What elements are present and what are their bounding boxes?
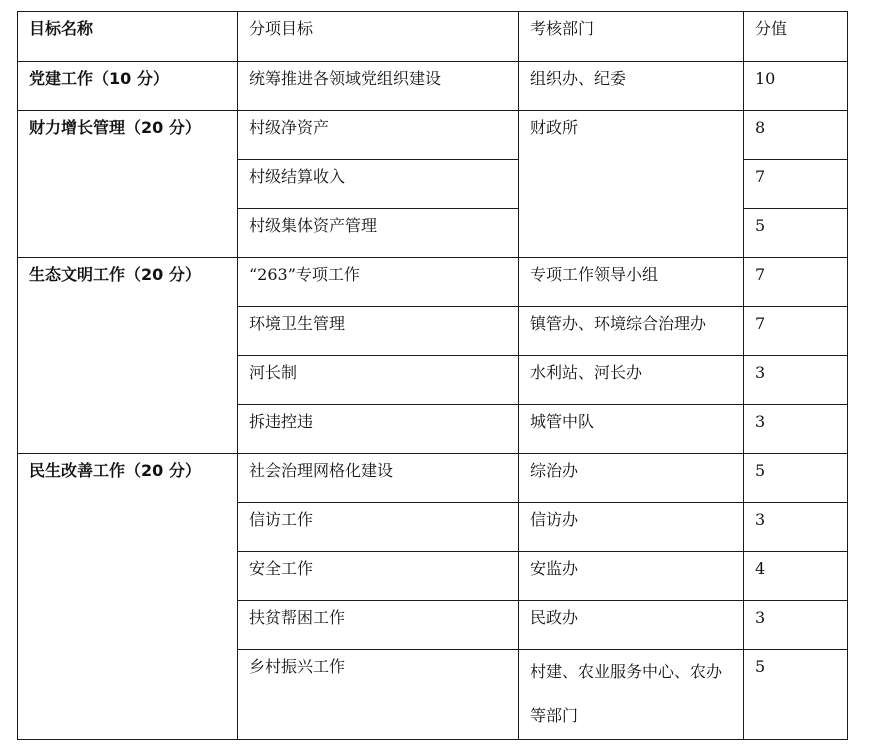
item-cell: 扶贫帮困工作 bbox=[238, 601, 519, 650]
score-cell: 3 bbox=[744, 601, 848, 650]
score-cell: 10 bbox=[744, 62, 848, 111]
dept-cell: 镇管办、环境综合治理办 bbox=[519, 307, 744, 356]
item-cell: 信访工作 bbox=[238, 503, 519, 552]
table-row bbox=[18, 62, 848, 111]
score-cell: 8 bbox=[744, 111, 848, 160]
item-cell: 拆违控违 bbox=[238, 405, 519, 454]
item-cell: 河长制 bbox=[238, 356, 519, 405]
assessment-table-container bbox=[17, 11, 848, 740]
score-cell: 3 bbox=[744, 405, 848, 454]
dept-cell: 信访办 bbox=[519, 503, 744, 552]
score-cell: 4 bbox=[744, 552, 848, 601]
dept-cell: 水利站、河长办 bbox=[519, 356, 744, 405]
dept-cell: 专项工作领导小组 bbox=[519, 258, 744, 307]
item-cell: 乡村振兴工作 bbox=[238, 650, 519, 740]
item-cell: 环境卫生管理 bbox=[238, 307, 519, 356]
dept-cell: 民政办 bbox=[519, 601, 744, 650]
score-cell: 7 bbox=[744, 307, 848, 356]
score-cell: 3 bbox=[744, 356, 848, 405]
header-assessment-dept: 考核部门 bbox=[519, 12, 744, 62]
item-cell: 安全工作 bbox=[238, 552, 519, 601]
score-cell: 5 bbox=[744, 209, 848, 258]
item-cell: “263”专项工作 bbox=[238, 258, 519, 307]
score-cell: 5 bbox=[744, 454, 848, 503]
dept-cell: 村建、农业服务中心、农办等部门 bbox=[519, 650, 744, 740]
score-cell: 7 bbox=[744, 258, 848, 307]
item-cell: 统筹推进各领域党组织建设 bbox=[238, 62, 519, 111]
item-cell: 社会治理网格化建设 bbox=[238, 454, 519, 503]
item-cell: 村级净资产 bbox=[238, 111, 519, 160]
table-row bbox=[18, 454, 848, 503]
dept-cell: 安监办 bbox=[519, 552, 744, 601]
score-cell: 3 bbox=[744, 503, 848, 552]
table-row bbox=[18, 111, 848, 160]
header-score: 分值 bbox=[744, 12, 848, 62]
score-cell: 7 bbox=[744, 160, 848, 209]
assessment-table bbox=[17, 11, 848, 740]
header-goal-name: 目标名称 bbox=[18, 12, 238, 62]
item-cell: 村级结算收入 bbox=[238, 160, 519, 209]
goal-cell: 生态文明工作（20 分） bbox=[18, 258, 238, 454]
goal-cell: 党建工作（10 分） bbox=[18, 62, 238, 111]
table-header-row bbox=[18, 12, 848, 62]
item-cell: 村级集体资产管理 bbox=[238, 209, 519, 258]
goal-cell: 民生改善工作（20 分） bbox=[18, 454, 238, 740]
dept-cell: 综治办 bbox=[519, 454, 744, 503]
dept-cell: 城管中队 bbox=[519, 405, 744, 454]
goal-cell: 财力增长管理（20 分） bbox=[18, 111, 238, 258]
table-row bbox=[18, 258, 848, 307]
dept-cell: 组织办、纪委 bbox=[519, 62, 744, 111]
header-sub-target: 分项目标 bbox=[238, 12, 519, 62]
score-cell: 5 bbox=[744, 650, 848, 740]
dept-cell: 财政所 bbox=[519, 111, 744, 258]
